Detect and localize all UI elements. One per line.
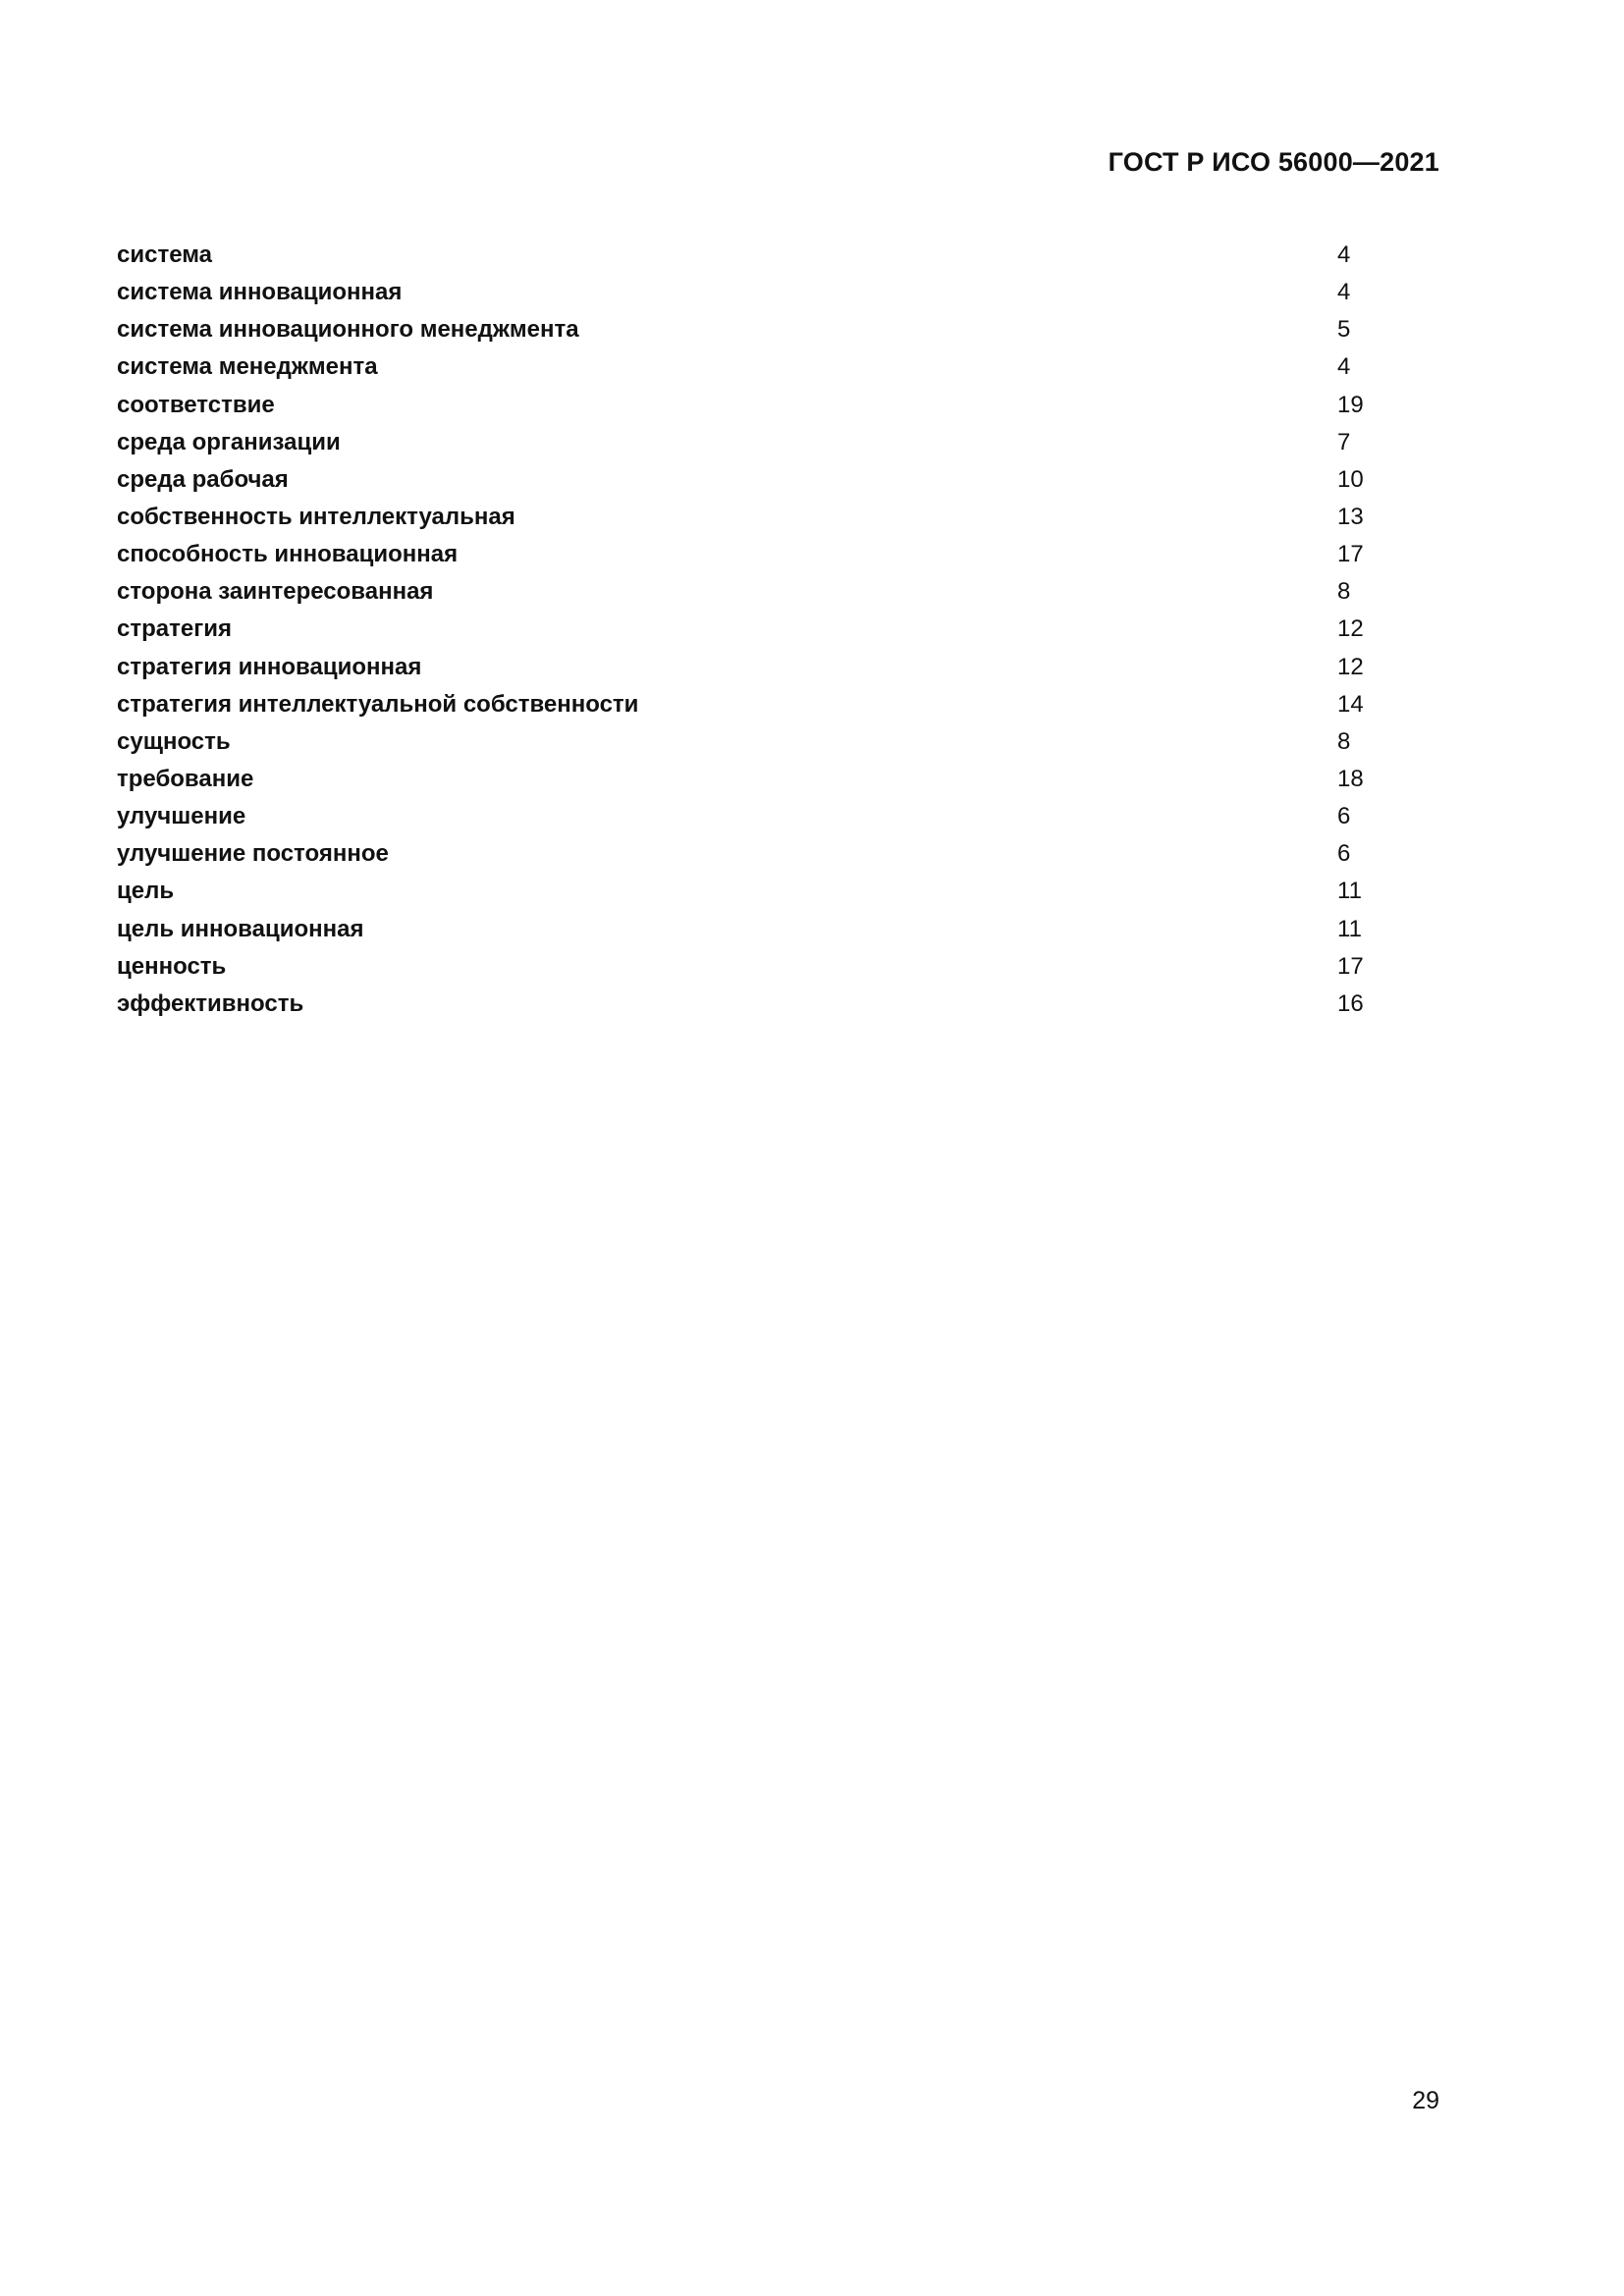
index-term: стратегия инновационная [117,653,422,680]
index-page-ref: 10 [1337,465,1364,493]
index-page-ref: 17 [1337,541,1364,568]
index-page-ref: 4 [1337,353,1351,381]
index-page-ref: 12 [1337,653,1364,680]
index-page-ref: 7 [1337,428,1351,455]
page-number: 29 [1412,2087,1439,2114]
index-term: улучшение постоянное [117,840,389,868]
index-page-ref: 4 [1337,241,1351,268]
index-entry [117,835,1393,873]
index-page-ref: 6 [1337,840,1351,868]
index-page-ref: 11 [1337,915,1362,942]
index-entry [117,986,1393,1023]
index-page-ref: 4 [1337,279,1351,306]
index-entry [117,311,1393,348]
index-term: улучшение [117,803,246,830]
index-term: эффективность [117,989,304,1017]
index-term: ценность [117,952,227,980]
index-page-ref: 18 [1337,765,1364,792]
index-term: цель инновационная [117,915,364,942]
index-page-ref: 17 [1337,952,1364,980]
index-term: система менеджмента [117,353,378,381]
index-term: система инновационная [117,279,403,306]
index-entry [117,573,1393,611]
index-term: среда организации [117,428,341,455]
index-term: стратегия интеллектуальной собственности [117,690,639,718]
index-entry [117,536,1393,573]
index-term: требование [117,765,254,792]
index-page-ref: 13 [1337,503,1364,530]
document-header: ГОСТ Р ИСО 56000—2021 [1108,147,1439,177]
index-page-ref: 12 [1337,615,1364,643]
index-entry [117,424,1393,461]
index-term: сущность [117,727,231,755]
index-term: стратегия [117,615,232,643]
index-entry [117,348,1393,386]
index-term: среда рабочая [117,465,289,493]
index-entry [117,274,1393,311]
index-term: соответствие [117,391,275,418]
index-entry [117,649,1393,686]
index-entry [117,873,1393,910]
index-term: способность инновационная [117,541,459,568]
index-page-ref: 14 [1337,690,1364,718]
index-term: сторона заинтересованная [117,578,434,606]
alphabetical-index [117,237,1393,1023]
index-entry [117,948,1393,986]
index-entry [117,761,1393,798]
index-entry [117,798,1393,835]
index-page-ref: 11 [1337,878,1362,905]
index-entry [117,461,1393,499]
index-page-ref: 6 [1337,803,1351,830]
index-term: собственность интеллектуальная [117,503,515,530]
index-entry [117,237,1393,274]
index-entry [117,686,1393,723]
index-term: система инновационного менеджмента [117,316,579,344]
index-page-ref: 8 [1337,578,1351,606]
index-term: система [117,241,213,268]
index-page-ref: 5 [1337,316,1351,344]
index-term: цель [117,878,175,905]
index-entry [117,611,1393,648]
index-page-ref: 19 [1337,391,1364,418]
index-entry [117,499,1393,536]
index-page-ref: 16 [1337,989,1364,1017]
index-entry [117,723,1393,761]
index-entry [117,911,1393,948]
index-page-ref: 8 [1337,727,1351,755]
index-entry [117,387,1393,424]
